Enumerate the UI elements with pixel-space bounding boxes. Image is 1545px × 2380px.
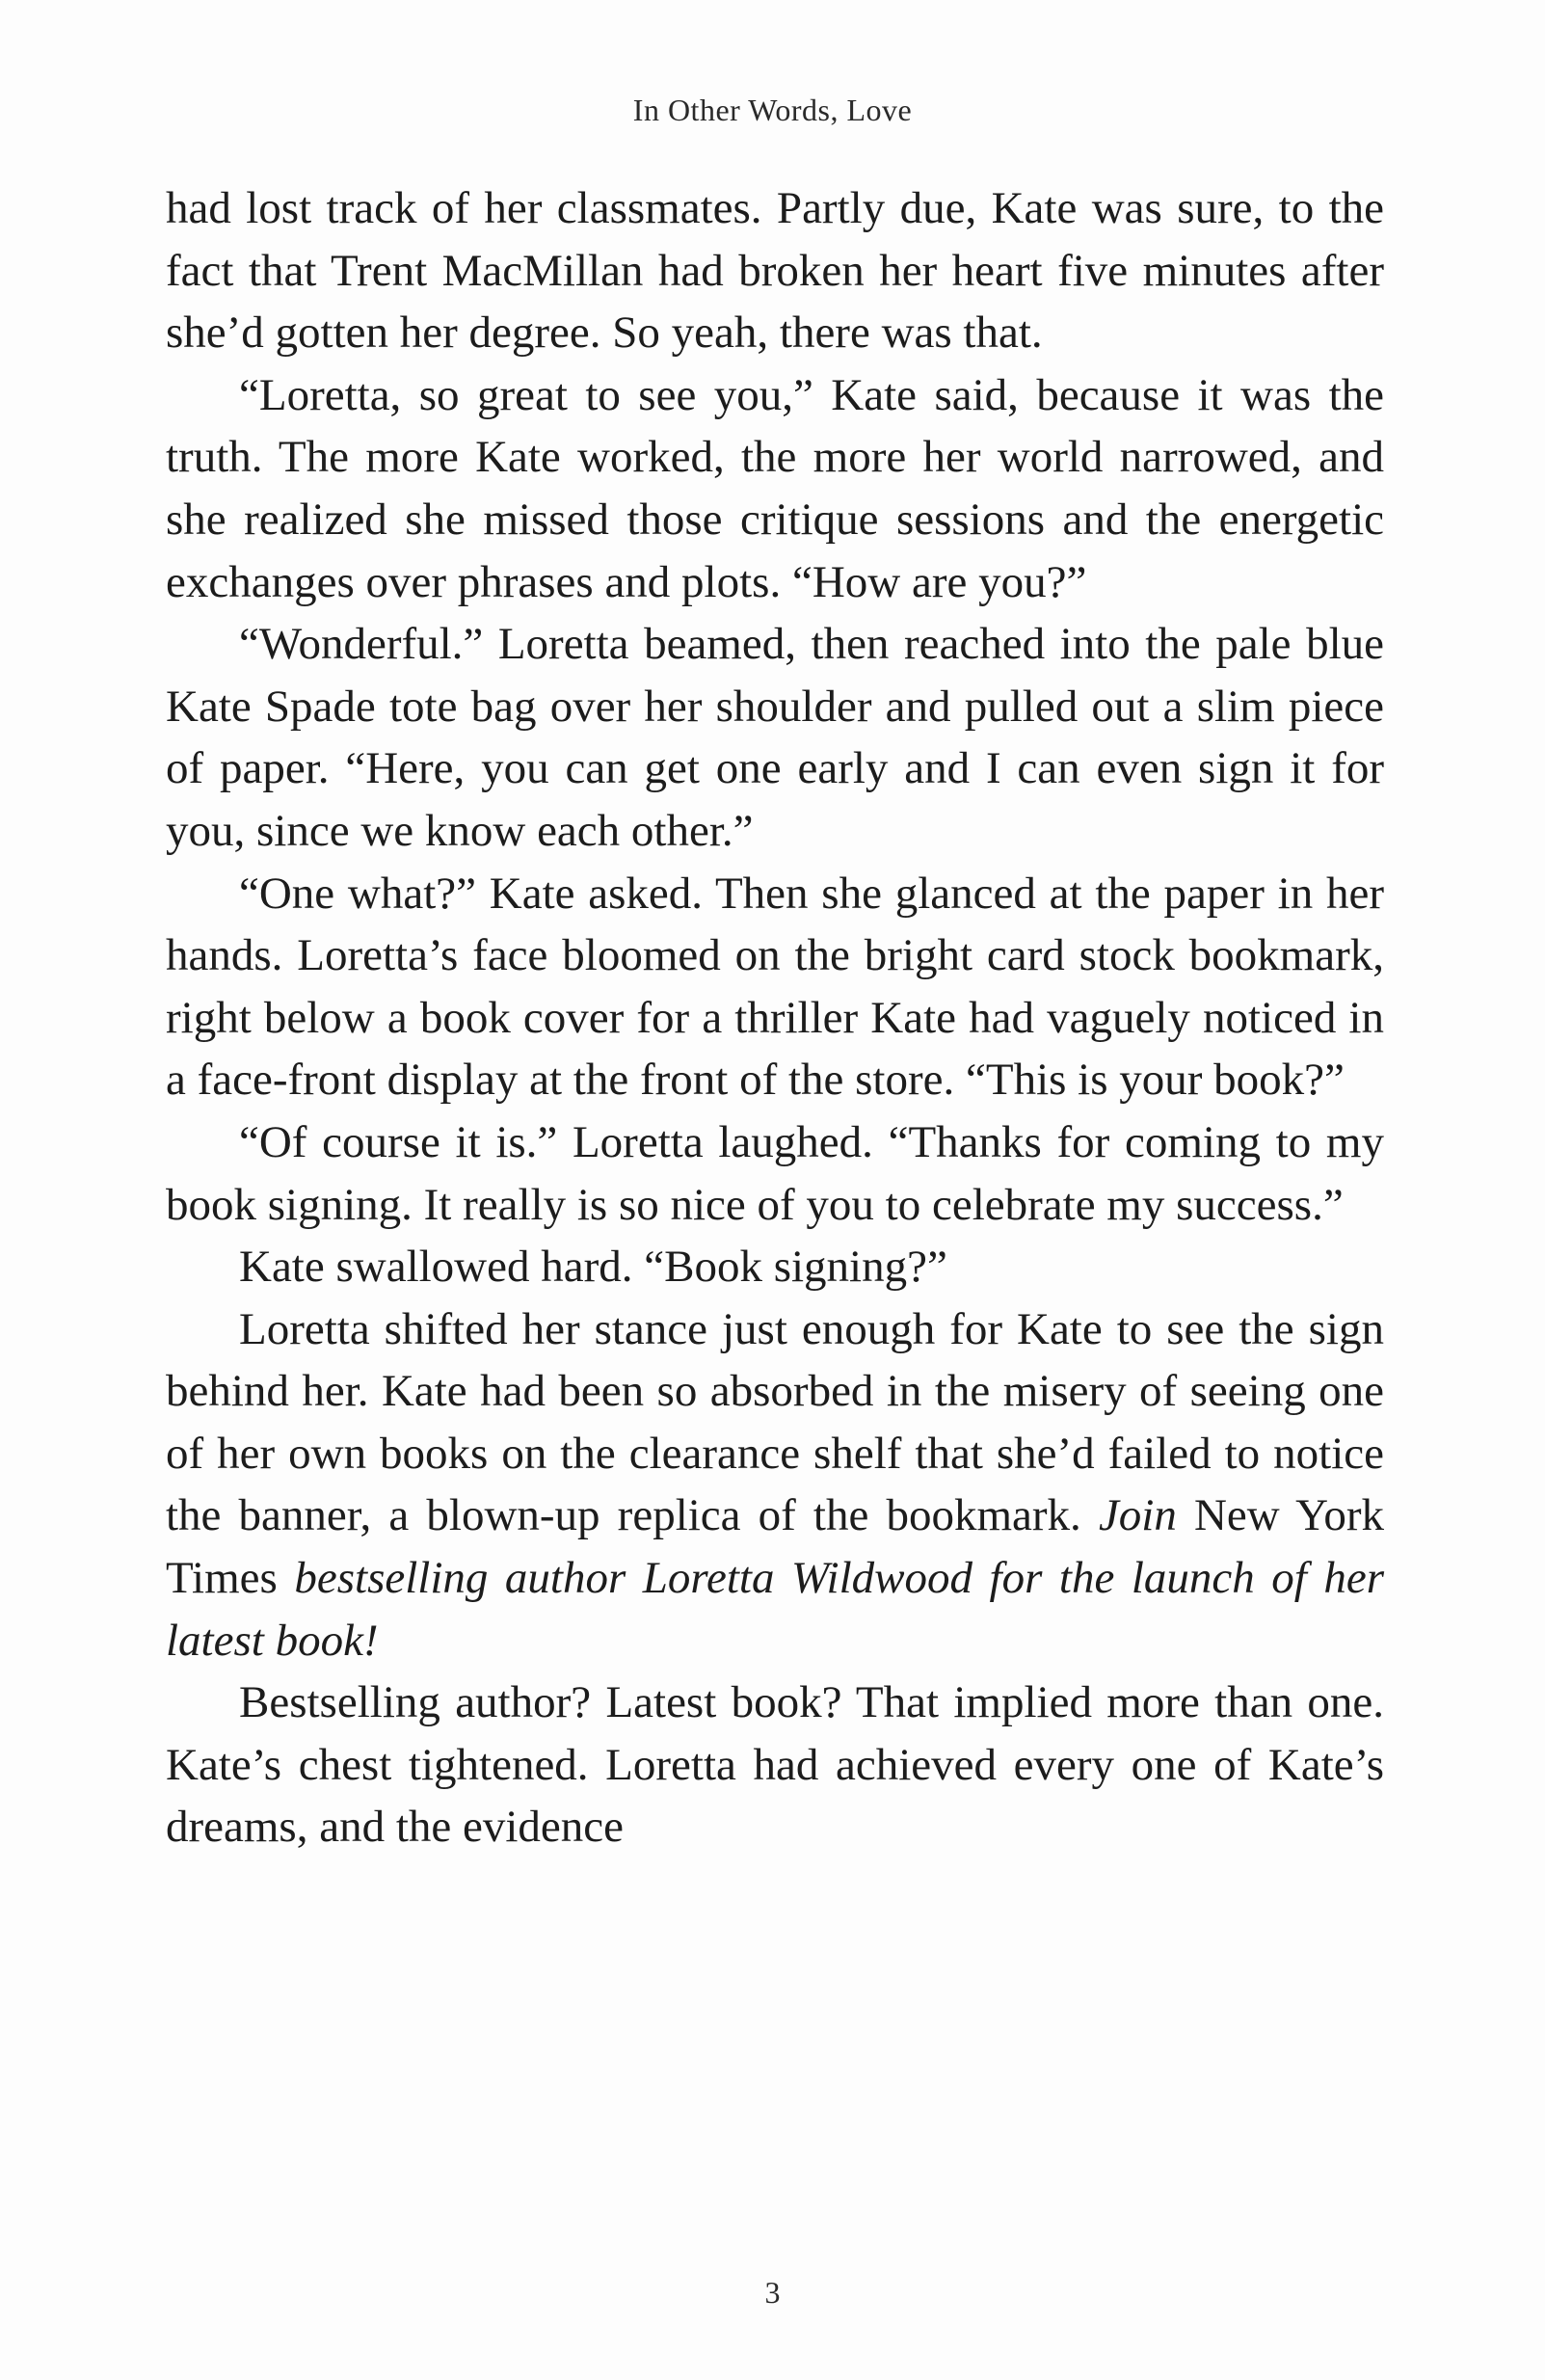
italic-text: Join [1098, 1490, 1177, 1541]
running-head: In Other Words, Love [632, 93, 913, 127]
page-number: 3 [764, 2275, 781, 2310]
paragraph [166, 177, 1384, 364]
paragraph [166, 1298, 1384, 1672]
text-run: had lost track of her classmates. Partly due, Kate was sure, to the fact that Trent MacMillan had broken her heart five minutes after she’d gotten her degree. So yeah, there was that. [166, 183, 1384, 359]
paragraph [166, 1236, 1384, 1298]
paragraph [166, 613, 1384, 862]
text-run: “Wonderful.” Loretta beamed, then reached into the pale blue Kate Spade tote bag over her shoulder and pulled out a slim piece of paper. “Here, you can get one early and I can even sign it for you, since we know each other.” [166, 619, 1384, 856]
paragraph [166, 1671, 1384, 1859]
text-run: “One what?” Kate asked. Then she glanced at the paper in her hands. Loretta’s face bloomed on the bright card stock bookmark, right below a book cover for a thriller Kate had vaguely noticed in a face-front display at the front of the store. “This is your book?” [166, 868, 1384, 1106]
text-run: New York Times [166, 1490, 1385, 1604]
text-run: “Loretta, so great to see you,” Kate said, because it was the truth. The more Kate worked, the more her world narrowed, and she realized she missed those critique sessions and the energetic exchanges over phrases and plots. “How are you?” [166, 369, 1384, 607]
text-run: Kate swallowed hard. “Book signing?” [239, 1242, 947, 1293]
paragraph [166, 863, 1384, 1111]
text-run: “Of course it is.” Loretta laughed. “Thanks for coming to my book signing. It really is so nice of you to celebrate my success.” [166, 1116, 1384, 1230]
italic-text: bestselling author Loretta Wildwood for the launch of her latest book! [166, 1553, 1385, 1666]
paragraph [166, 1111, 1384, 1236]
text-run: Bestselling author? Latest book? That implied more than one. Kate’s chest tightened. Loretta had achieved every one of Kate’s dreams, and the evidence [166, 1677, 1384, 1853]
paragraph [166, 364, 1384, 613]
text-run: Loretta shifted her stance just enough for Kate to see the sign behind her. Kate had been so absorbed in the misery of seeing one of her own books on the clearance shelf that she’d failed to notice the banner, a blown-up replica of the bookmark. [166, 1303, 1384, 1541]
body-text [166, 177, 1384, 1859]
